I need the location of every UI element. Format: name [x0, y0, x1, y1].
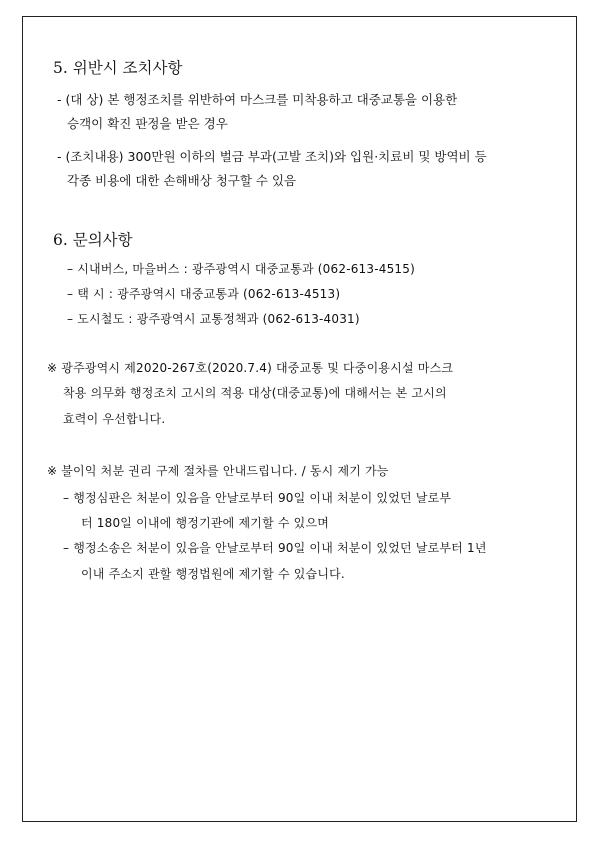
section-6-title: 6. 문의사항 [53, 231, 133, 249]
note2-title: ※ 불이익 처분 권리 구제 절차를 안내드립니다. / 동시 제기 가능 [47, 464, 389, 478]
contact-taxi: – 택 시 : 광주광역시 대중교통과 (062-613-4513) [67, 287, 341, 301]
violation-action-line1: - (조치내용) 300만원 이하의 벌금 부과(고발 조치)와 입원·치료비 및 방역비 등 [57, 149, 487, 164]
violation-target-line2: 승객이 확진 판정을 받은 경우 [67, 116, 228, 131]
violation-target-line1: - (대 상) 본 행정조치를 위반하여 마스크를 미착용하고 대중교통을 이용한 [57, 92, 458, 107]
contact-subway: – 도시철도 : 광주광역시 교통정책과 (062-613-4031) [67, 312, 360, 326]
note1-line1: ※ 광주광역시 제2020-267호(2020.7.4) 대중교통 및 다중이용시설 마스크 [47, 361, 454, 375]
violation-action-line2: 각종 비용에 대한 손해배상 청구할 수 있음 [67, 173, 297, 188]
document-frame [22, 16, 577, 822]
note1-line3: 효력이 우선합니다. [63, 412, 166, 426]
appeal-admin-line2: 터 180일 이내에 행정기관에 제기할 수 있으며 [81, 516, 330, 530]
section-5-title: 5. 위반시 조치사항 [53, 59, 183, 77]
appeal-admin-line1: – 행정심판은 처분이 있음을 안날로부터 90일 이내 처분이 있었던 날로부 [63, 491, 452, 505]
appeal-lawsuit-line1: – 행정소송은 처분이 있음을 안날로부터 90일 이내 처분이 있었던 날로부터 1년 [63, 541, 487, 555]
appeal-lawsuit-line2: 이내 주소지 관할 행정법원에 제기할 수 있습니다. [81, 567, 345, 581]
contact-bus: – 시내버스, 마을버스 : 광주광역시 대중교통과 (062-613-4515) [67, 262, 415, 276]
note1-line2: 착용 의무화 행정조치 고시의 적용 대상(대중교통)에 대해서는 본 고시의 [63, 386, 447, 400]
